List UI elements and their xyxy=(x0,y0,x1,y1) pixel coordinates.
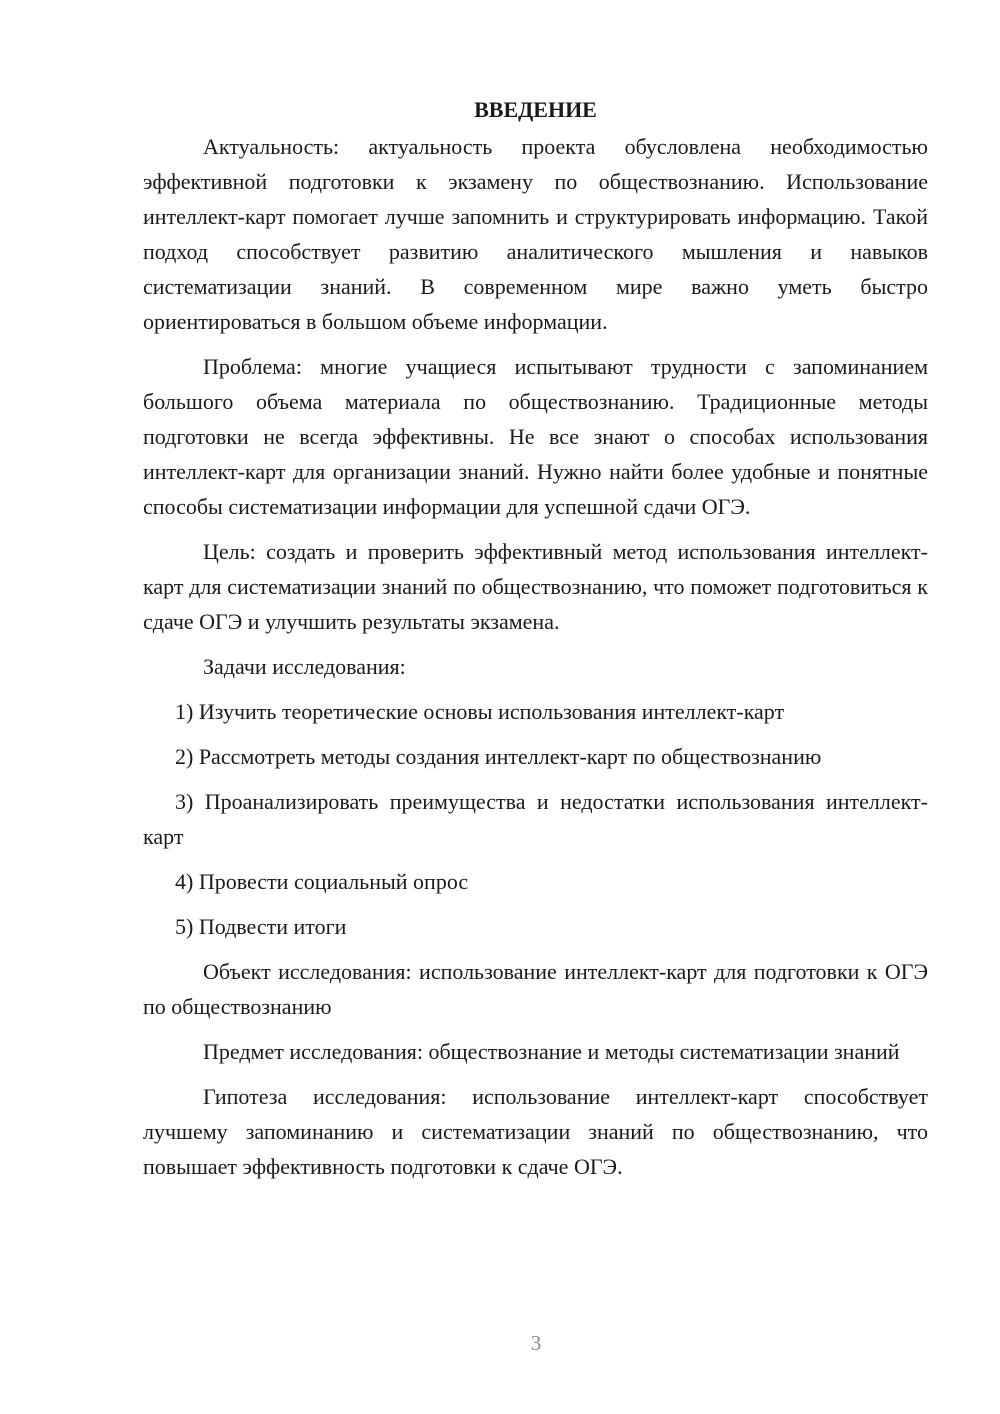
section-title: ВВЕДЕНИЕ xyxy=(474,97,597,122)
document-page xyxy=(143,92,928,1194)
object-paragraph: Объект исследования: использование интеллект-карт для подготовки к ОГЭ по обществознанию xyxy=(143,959,928,1019)
problem-paragraph: Проблема: многие учащиеся испытывают трудности с запоминанием большого объема материала по обществознанию. Традиционные методы подготовки не всегда эффективны. Не все знают о способах использования интеллект-карт для организации знаний. Нужно найти более удобные и понятные способы систематизации информации для успешной сдачи ОГЭ. xyxy=(143,354,928,519)
page-number: 3 xyxy=(530,1331,542,1355)
hypothesis-paragraph: Гипотеза исследования: использование интеллект-карт способствует лучшему запоминанию и систематизации знаний по обществознанию, что повышает эффективность подготовки к сдаче ОГЭ. xyxy=(143,1084,928,1179)
task-item-5: 5) Подвести итоги xyxy=(175,914,347,939)
task-item-4: 4) Провести социальный опрос xyxy=(175,869,469,894)
task-item-3: 3) Проанализировать преимущества и недостатки использования интеллект-карт xyxy=(143,789,928,849)
relevance-paragraph: Актуальность: актуальность проекта обусловлена необходимостью эффективной подготовки к экзамену по обществознанию. Использование интеллект-карт помогает лучше запомнить и структурировать информацию. Такой подход способствует развитию аналитического мышления и навыков систематизации знаний. В современном мире важно уметь быстро ориентироваться в большом объеме информации. xyxy=(143,134,928,334)
task-item-1: 1) Изучить теоретические основы использования интеллект-карт xyxy=(175,699,785,724)
goal-paragraph: Цель: создать и проверить эффективный метод использования интеллект-карт для систематизации знаний по обществознанию, что поможет подготовиться к сдаче ОГЭ и улучшить результаты экзамена. xyxy=(143,539,928,634)
subject-paragraph: Предмет исследования: обществознание и методы систематизации знаний xyxy=(203,1039,900,1064)
tasks-heading: Задачи исследования: xyxy=(203,654,406,679)
task-item-2: 2) Рассмотреть методы создания интеллект-карт по обществознанию xyxy=(175,744,822,769)
